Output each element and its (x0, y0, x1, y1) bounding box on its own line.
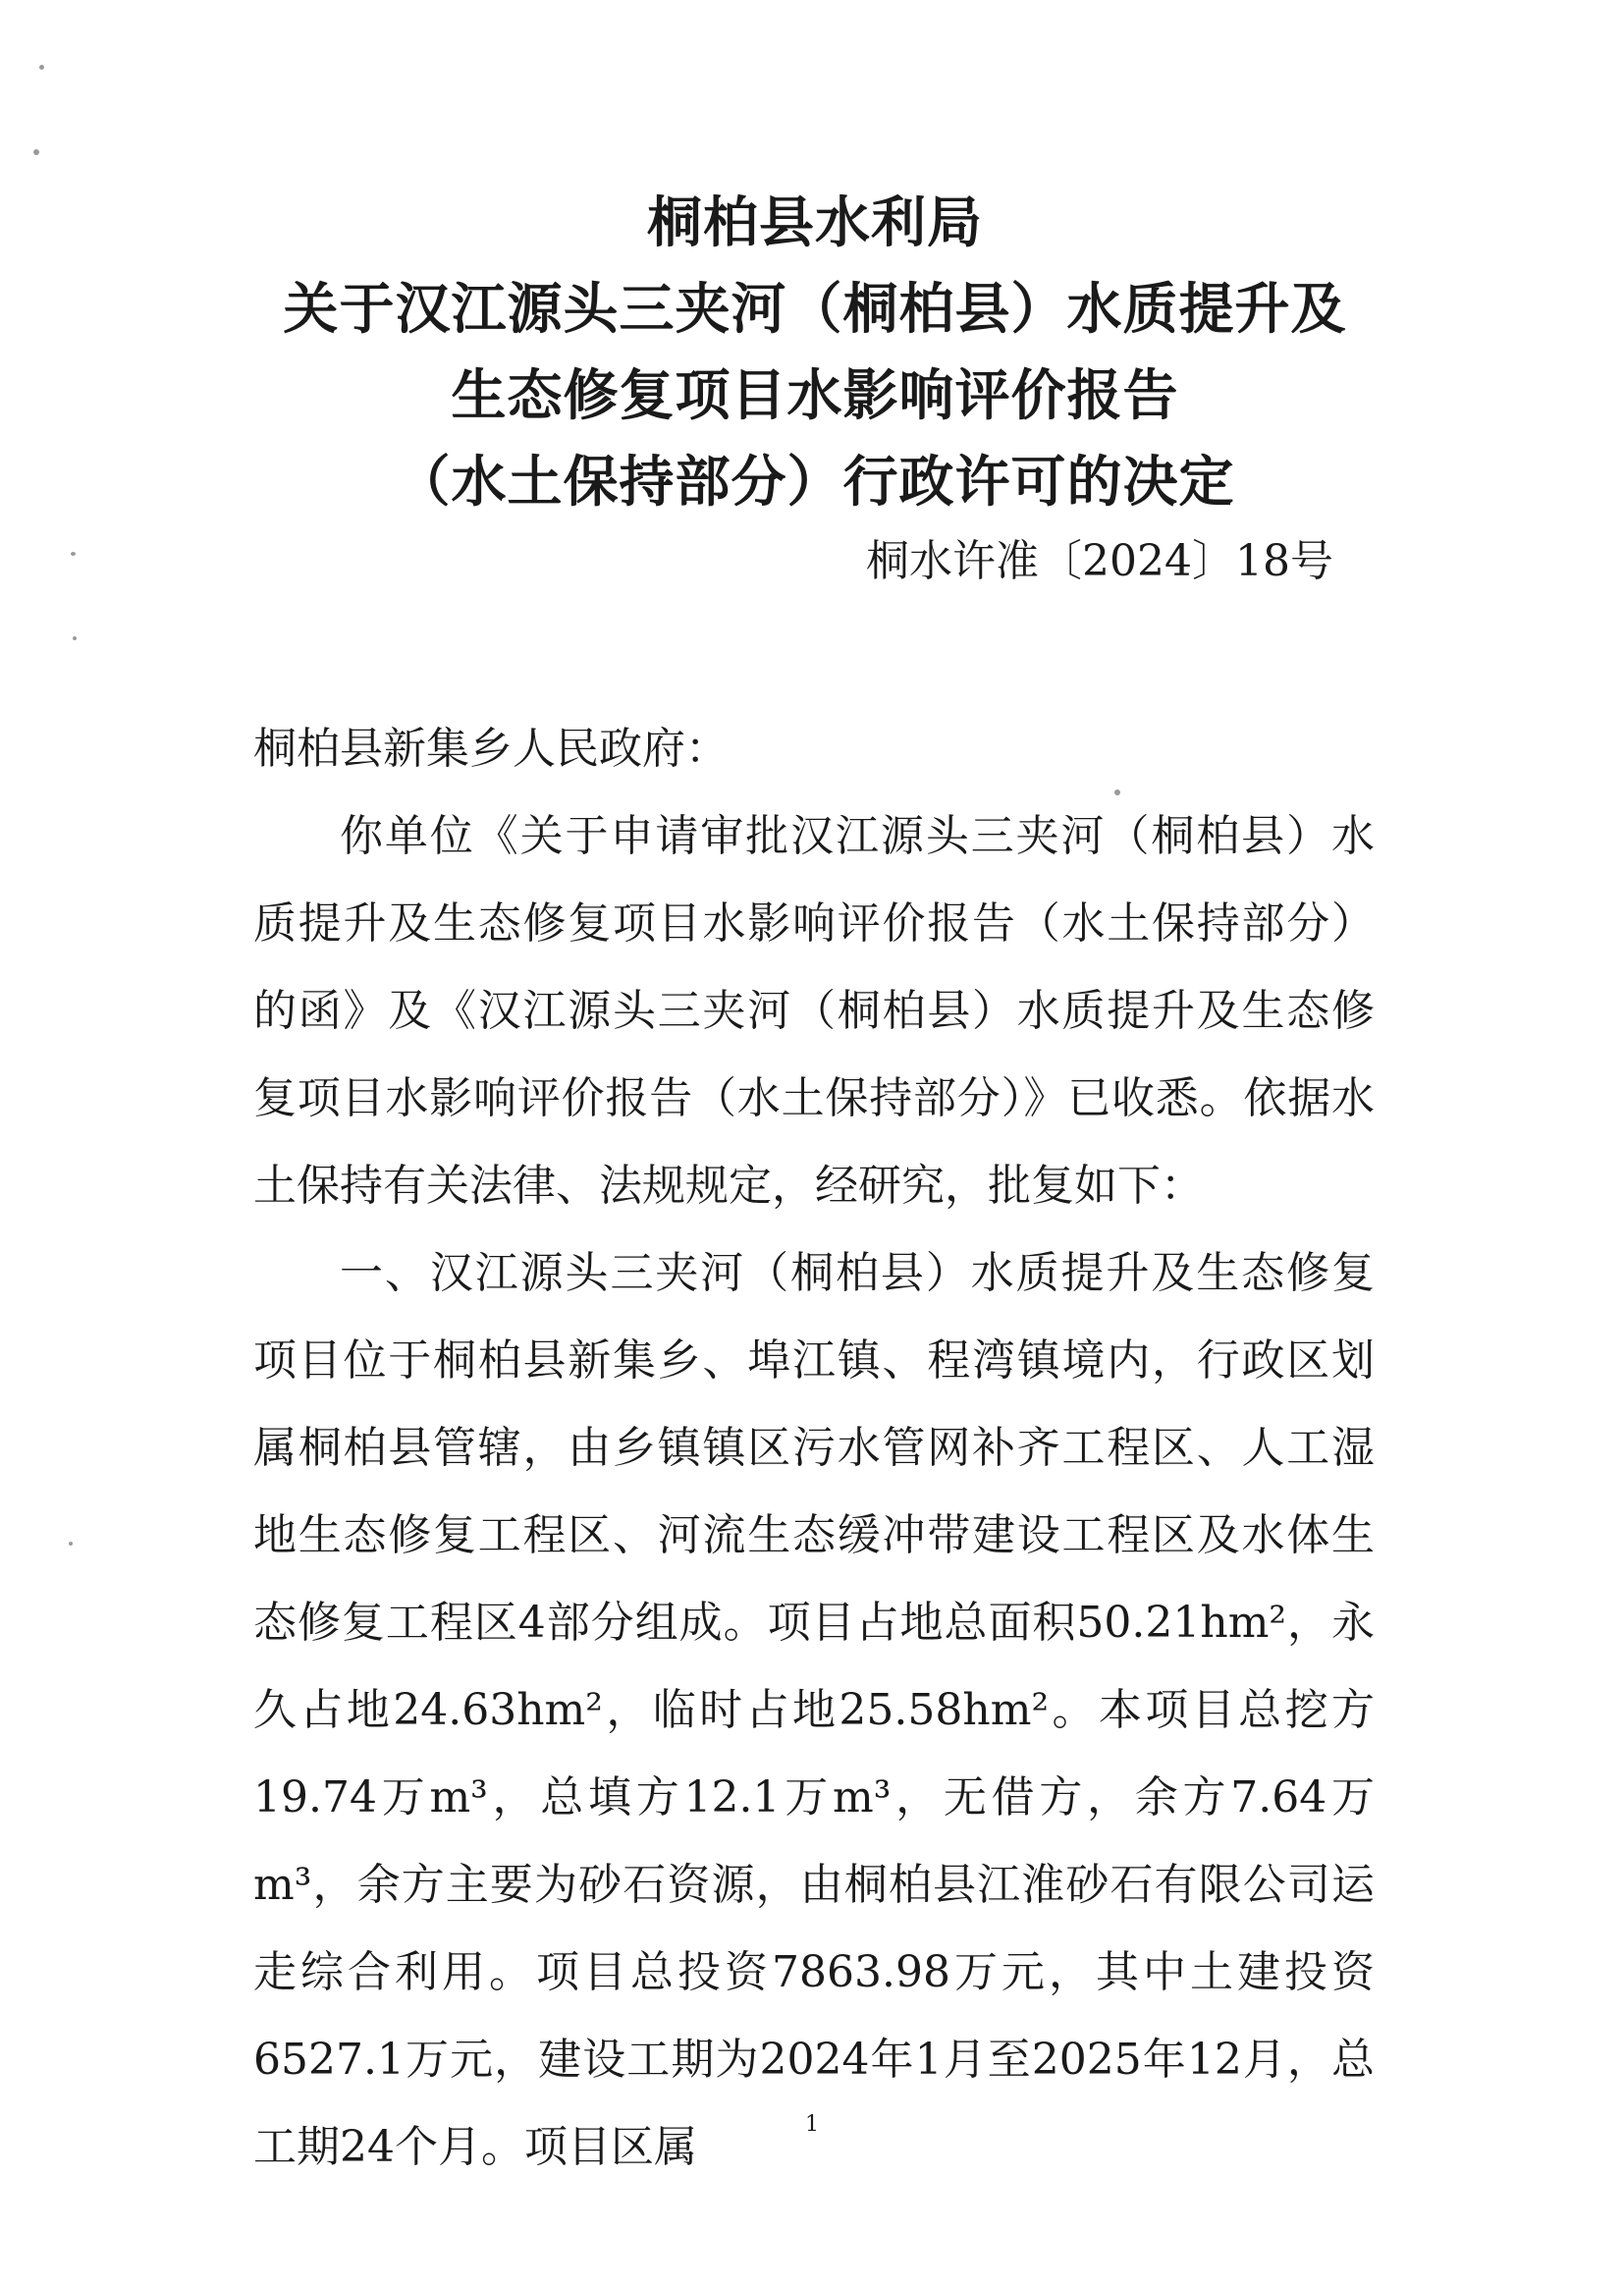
title-line-3: 生态修复项目水影响评价报告 (451, 364, 1179, 428)
paragraph-2: 一、汉江源头三夹河（桐柏县）水质提升及生态修复项目位于桐柏县新集乡、埠江镇、程湾镇境内，行政区划属桐柏县管辖，由乡镇镇区污水管网补齐工程区、人工湿地生态修复工程区、河流生态缓冲带建设工程区及水体生态修复工程区4部分组成。项目占地总面积50.21hm²，永久占地24.63hm²，临时占地25.58hm²。本项目总挖方19.74万m³，总填方12.1万m³，无借方，余方7.64万m³，余方主要为砂石资源，由桐柏县江淮砂石有限公司运走综合利用。项目总投资7863.98万元，其中土建投资6527.1万元，建设工期为2024年1月至2025年12月，总工期24个月。项目区属 (253, 1248, 1375, 2172)
scan-speck (73, 636, 77, 640)
title-line-4: （水土保持部分）行政许可的决定 (395, 451, 1235, 515)
page-number: 1 (805, 2112, 819, 2137)
scan-speck (71, 552, 76, 556)
scan-speck (69, 1542, 73, 1546)
paragraph-1: 你单位《关于申请审批汉江源头三夹河（桐柏县）水质提升及生态修复项目水影响评价报告（水土保持部分）的函》及《汉江源头三夹河（桐柏县）水质提升及生态修复项目水影响评价报告（水土保持部分）》已收悉。依据水土保持有关法律、法规规定，经研究，批复如下： (253, 811, 1375, 1211)
scan-speck (39, 65, 44, 70)
title-line-2: 关于汉江源头三夹河（桐柏县）水质提升及 (283, 278, 1347, 342)
document-number: 桐水许准〔2024〕18号 (866, 536, 1333, 586)
addressee: 桐柏县新集乡人民政府： (253, 724, 729, 774)
document-body (253, 705, 1375, 2191)
scan-speck (33, 149, 39, 155)
title-line-1: 桐柏县水利局 (647, 191, 983, 255)
scan-speck (1114, 789, 1120, 795)
